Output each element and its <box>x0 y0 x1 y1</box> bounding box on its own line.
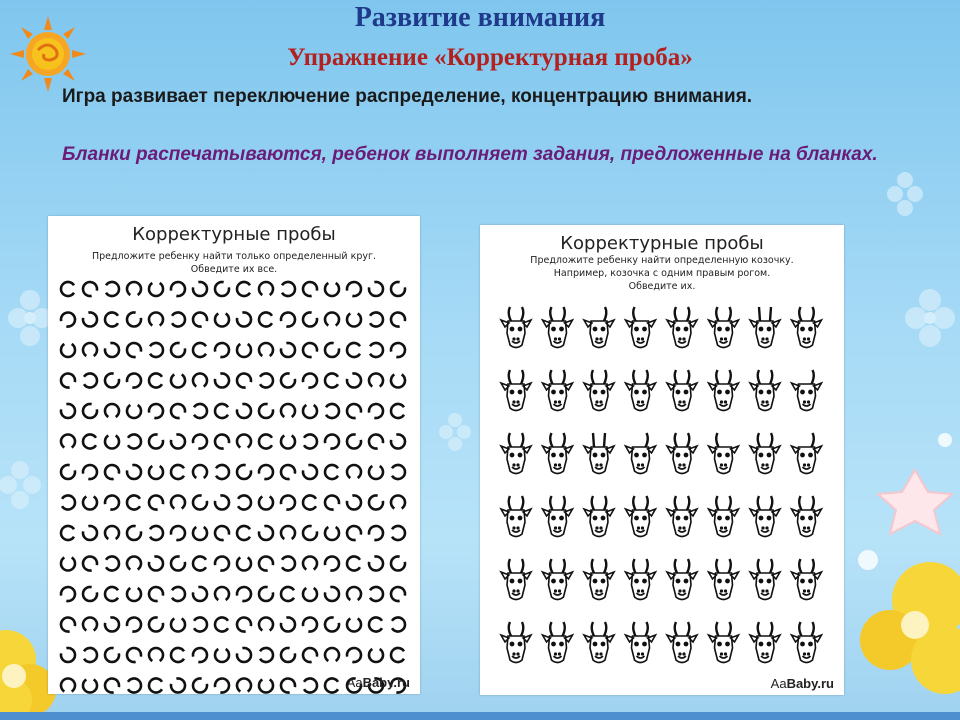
broken-circle <box>61 282 74 296</box>
broken-circle <box>259 313 272 327</box>
broken-circle <box>83 282 97 296</box>
broken-circle <box>105 496 119 510</box>
broken-circle <box>61 618 75 632</box>
bottom-bar <box>0 712 960 720</box>
goat-face <box>750 433 780 474</box>
broken-circle <box>193 557 206 571</box>
broken-circle <box>83 343 97 356</box>
broken-circle <box>325 679 338 693</box>
broken-circle <box>392 618 405 632</box>
broken-circle <box>105 587 118 601</box>
broken-circle <box>215 526 229 540</box>
goat-face <box>750 559 780 600</box>
broken-circle <box>281 617 295 631</box>
broken-circle <box>61 526 74 540</box>
goat-face <box>584 307 614 348</box>
goat-face <box>792 622 822 663</box>
broken-circle <box>106 557 119 571</box>
broken-circle <box>303 588 317 601</box>
broken-circle <box>62 496 75 510</box>
broken-circle <box>128 435 141 449</box>
worksheet-instruction-line: Предложите ребенку найти определенную козочку. <box>530 255 794 266</box>
broken-circle <box>259 404 273 418</box>
broken-circle <box>61 374 75 388</box>
goat-face <box>501 622 531 663</box>
broken-circle <box>237 374 251 388</box>
broken-circle <box>215 587 229 600</box>
broken-circle <box>259 435 272 449</box>
goat-face <box>626 370 656 411</box>
broken-circle <box>391 343 405 357</box>
broken-circle <box>347 526 361 540</box>
broken-circle <box>237 526 250 540</box>
broken-circle <box>259 680 273 693</box>
broken-circle <box>127 557 141 570</box>
broken-circle <box>215 679 229 693</box>
broken-circle <box>347 619 361 632</box>
broken-circle <box>150 343 163 357</box>
goat-face <box>667 496 697 537</box>
goat-face <box>709 433 739 474</box>
worksheet-instruction-line: Обведите их. <box>628 281 696 292</box>
broken-circle <box>215 373 229 387</box>
broken-circle <box>347 343 360 357</box>
goat-face <box>543 307 573 348</box>
goat-face <box>543 622 573 663</box>
broken-circle <box>215 557 229 571</box>
broken-circle <box>83 526 97 540</box>
broken-circle <box>281 679 295 693</box>
goat-face <box>626 307 656 348</box>
broken-circle <box>149 313 163 326</box>
broken-circle <box>61 648 75 662</box>
broken-circle <box>369 374 383 387</box>
broken-circle <box>84 374 97 388</box>
broken-circle <box>391 648 404 662</box>
broken-circle <box>150 526 163 540</box>
broken-circle <box>127 648 141 662</box>
goat-face <box>584 559 614 600</box>
broken-circle <box>347 434 361 448</box>
goat-face <box>667 307 697 348</box>
broken-circle <box>259 587 273 601</box>
broken-circle <box>281 465 295 479</box>
broken-circle <box>369 495 383 509</box>
broken-circle <box>347 314 361 327</box>
broken-circle <box>127 465 141 479</box>
broken-circle <box>281 373 295 387</box>
broken-circle <box>193 527 207 540</box>
broken-circle <box>347 282 361 296</box>
broken-circle <box>193 587 207 601</box>
broken-circle <box>369 282 383 296</box>
broken-circle <box>171 619 185 632</box>
broken-circle <box>281 587 294 601</box>
broken-circle <box>369 526 383 540</box>
broken-circle <box>259 497 273 510</box>
broken-circle <box>83 680 97 693</box>
broken-circle <box>237 312 251 326</box>
goat-face <box>501 496 531 537</box>
broken-circle <box>369 618 382 632</box>
broken-circle <box>171 556 185 570</box>
broken-circle <box>61 404 75 418</box>
broken-circle <box>171 465 184 479</box>
broken-circle <box>171 648 184 662</box>
broken-circle <box>105 436 119 449</box>
broken-circle <box>281 313 295 327</box>
broken-circle <box>171 343 185 357</box>
broken-circle <box>171 282 185 296</box>
worksheet-instruction-line: Например, козочка с одним правым рогом. <box>553 268 771 279</box>
broken-circle <box>347 465 361 478</box>
goat-face <box>709 559 739 600</box>
broken-circle <box>127 405 141 418</box>
broken-circle <box>325 435 339 449</box>
broken-circle <box>237 344 251 357</box>
broken-circle <box>215 618 228 632</box>
broken-circle <box>105 313 118 327</box>
broken-circle <box>370 587 383 601</box>
broken-circle <box>172 587 185 601</box>
broken-circle <box>303 648 317 662</box>
broken-circle <box>259 343 273 356</box>
broken-circle <box>238 495 251 509</box>
broken-circle <box>347 648 361 662</box>
broken-circle <box>105 679 119 693</box>
goat-face <box>667 370 697 411</box>
brand-suffix: Baby.ru <box>786 676 834 691</box>
broken-circle <box>391 587 405 601</box>
broken-circle <box>392 465 405 479</box>
goat-face <box>584 496 614 537</box>
goat-face <box>626 622 656 663</box>
broken-circle <box>259 526 273 540</box>
goat-face <box>626 496 656 537</box>
broken-circle <box>171 496 185 509</box>
broken-circle <box>105 617 119 631</box>
goat-face <box>626 559 656 600</box>
goat-face <box>543 370 573 411</box>
description-paragraph: Игра развивает переключение распределение, концентрацию внимания. <box>62 86 753 107</box>
broken-circle <box>347 587 361 600</box>
broken-circle <box>215 343 229 357</box>
broken-circle <box>237 465 251 479</box>
goat-face <box>501 370 531 411</box>
goat-face <box>792 559 822 600</box>
broken-circle <box>303 405 317 418</box>
broken-circle <box>391 496 405 509</box>
broken-circle <box>61 313 75 327</box>
broken-circle <box>171 434 185 448</box>
goat-face <box>750 496 780 537</box>
goat-face <box>667 433 697 474</box>
broken-circle <box>369 404 383 418</box>
broken-circle <box>259 618 273 631</box>
broken-circle <box>193 435 207 449</box>
broken-circle <box>391 282 405 296</box>
broken-circle <box>171 678 185 692</box>
broken-circle <box>105 343 119 357</box>
broken-circle <box>127 618 141 632</box>
worksheet-instruction-line: Обведите их все. <box>190 264 278 275</box>
broken-circle <box>303 374 317 388</box>
broken-circle <box>304 435 317 449</box>
broken-circle <box>369 466 383 479</box>
goat-face <box>543 559 573 600</box>
broken-circle <box>127 588 141 601</box>
goat-face <box>750 307 780 348</box>
broken-circle <box>83 404 97 418</box>
goat-face <box>543 433 573 474</box>
goat-face <box>792 496 822 537</box>
broken-circle <box>215 404 228 418</box>
broken-circle <box>83 497 97 510</box>
broken-circle <box>149 496 163 510</box>
goat-face <box>792 433 822 474</box>
broken-circle <box>326 404 339 418</box>
worksheet-title: Корректурные пробы <box>560 233 764 254</box>
broken-circle <box>149 283 163 296</box>
broken-circle <box>61 587 75 601</box>
goat-face <box>501 307 531 348</box>
broken-circle <box>325 527 339 540</box>
broken-circle <box>215 649 229 662</box>
broken-circle <box>303 557 317 570</box>
broken-circle <box>127 343 141 357</box>
broken-circle <box>61 344 75 357</box>
broken-circle <box>193 678 207 692</box>
broken-circle <box>260 374 273 388</box>
broken-circle <box>171 526 185 540</box>
broken-circle <box>105 526 119 539</box>
goat-face <box>501 433 531 474</box>
broken-circle <box>127 526 141 540</box>
broken-circle <box>83 557 97 571</box>
goat-face <box>792 307 822 348</box>
broken-circle <box>171 404 185 418</box>
broken-circle <box>369 556 383 570</box>
broken-circle <box>282 282 295 296</box>
broken-circle <box>391 404 404 418</box>
broken-circle <box>215 435 229 449</box>
broken-circle <box>347 495 361 509</box>
goat-face <box>667 559 697 600</box>
broken-circle <box>216 465 229 479</box>
broken-circle <box>215 314 229 327</box>
goat-face <box>709 370 739 411</box>
broken-circle <box>237 587 251 601</box>
brand-prefix: Aa <box>770 676 787 691</box>
broken-circle <box>391 313 405 327</box>
broken-circle <box>149 556 163 570</box>
goat-face <box>584 622 614 663</box>
broken-circle <box>281 496 295 510</box>
worksheet-instruction-line: Предложите ребенку найти только определенный круг. <box>91 251 377 262</box>
goat-face <box>750 622 780 663</box>
broken-circle <box>237 618 251 632</box>
broken-circle <box>303 343 317 357</box>
goat-face <box>584 433 614 474</box>
worksheet-title: Корректурные пробы <box>132 224 336 245</box>
broken-circle <box>259 557 273 571</box>
broken-circle <box>193 495 207 509</box>
broken-circle <box>193 465 207 478</box>
broken-circle <box>370 343 383 357</box>
broken-circle <box>193 648 207 662</box>
broken-circle <box>303 495 316 509</box>
broken-circle <box>84 648 97 662</box>
broken-circle <box>259 465 273 479</box>
broken-circle <box>149 374 162 388</box>
brand-suffix: Baby.ru <box>362 675 410 690</box>
broken-circle <box>149 434 163 448</box>
broken-circle <box>61 435 75 448</box>
broken-circle <box>61 558 75 571</box>
broken-circle <box>237 679 251 692</box>
broken-circle <box>215 495 229 509</box>
broken-circle <box>237 648 251 662</box>
broken-circle <box>105 648 119 662</box>
broken-circle <box>303 465 317 479</box>
broken-circle <box>127 374 141 388</box>
broken-circle <box>83 618 97 631</box>
broken-circle <box>281 343 295 357</box>
broken-circle <box>391 556 405 570</box>
goat-face <box>667 622 697 663</box>
broken-circle <box>149 617 163 631</box>
broken-circle <box>83 587 97 601</box>
goat-face <box>501 559 531 600</box>
broken-circle <box>281 526 295 539</box>
broken-circle <box>325 496 339 510</box>
broken-circle <box>193 374 207 387</box>
broken-circle <box>325 617 339 631</box>
broken-circle <box>325 648 339 661</box>
broken-circle <box>171 375 185 388</box>
broken-circle <box>83 435 96 449</box>
slide-title: Развитие внимания <box>354 2 606 33</box>
broken-circle <box>369 649 383 662</box>
brand-logo <box>347 675 410 690</box>
circle-grid <box>48 216 420 694</box>
broken-circle <box>105 373 119 387</box>
broken-circle <box>303 282 317 296</box>
broken-circle <box>61 465 75 479</box>
broken-circle <box>303 618 317 632</box>
broken-circle <box>303 312 317 326</box>
broken-circle <box>325 465 338 479</box>
broken-circle <box>149 587 163 601</box>
broken-circle <box>370 313 383 327</box>
broken-circle <box>149 648 163 661</box>
goat-face <box>709 496 739 537</box>
instructions-paragraph: Бланки распечатываются, ребенок выполняет задания, предложенные на бланках. <box>62 144 878 165</box>
broken-circle <box>105 465 119 479</box>
broken-circle <box>127 496 140 510</box>
worksheet-goats <box>480 225 844 695</box>
broken-circle <box>149 404 163 418</box>
goat-face <box>792 370 822 411</box>
broken-circle <box>260 648 273 662</box>
broken-circle <box>106 282 119 296</box>
goat-face <box>543 496 573 537</box>
broken-circle <box>304 679 317 693</box>
broken-circle <box>325 374 338 388</box>
broken-circle <box>193 343 206 357</box>
broken-circle <box>325 343 339 357</box>
broken-circle <box>325 587 339 601</box>
broken-circle <box>347 373 361 387</box>
broken-circle <box>149 679 162 693</box>
worksheet-circles <box>48 216 420 694</box>
broken-circle <box>325 283 339 296</box>
broken-circle <box>347 404 361 418</box>
broken-circle <box>282 557 295 571</box>
broken-circle <box>215 282 229 296</box>
broken-circle <box>83 465 97 479</box>
goat-face <box>750 370 780 411</box>
slide-subtitle: Упражнение «Корректурная проба» <box>287 44 693 71</box>
broken-circle <box>281 648 295 662</box>
broken-circle <box>325 313 339 326</box>
broken-circle <box>83 312 97 326</box>
broken-circle <box>127 312 141 326</box>
broken-circle <box>194 404 207 418</box>
broken-circle <box>281 404 295 417</box>
broken-circle <box>237 404 251 418</box>
broken-circle <box>172 313 185 327</box>
broken-circle <box>259 282 273 295</box>
broken-circle <box>193 313 207 327</box>
broken-circle <box>392 526 405 540</box>
broken-circle <box>61 679 75 692</box>
broken-circle <box>237 282 250 296</box>
broken-circle <box>105 404 119 417</box>
broken-circle <box>237 435 251 448</box>
broken-circle <box>281 436 295 449</box>
goat-grid <box>480 225 844 695</box>
broken-circle <box>391 434 405 448</box>
broken-circle <box>128 679 141 693</box>
broken-circle <box>391 375 405 388</box>
broken-circle <box>325 557 339 571</box>
broken-circle <box>194 618 207 632</box>
broken-circle <box>127 282 141 295</box>
goat-face <box>709 622 739 663</box>
broken-circle <box>149 466 163 479</box>
broken-circle <box>237 558 251 571</box>
brand-prefix: Aa <box>346 675 363 690</box>
goat-face <box>709 307 739 348</box>
broken-circle <box>303 526 317 540</box>
goat-face <box>626 433 656 474</box>
brand-logo <box>771 676 834 691</box>
goat-face <box>584 370 614 411</box>
broken-circle <box>347 557 360 571</box>
broken-circle <box>193 282 207 296</box>
broken-circle <box>369 435 383 449</box>
